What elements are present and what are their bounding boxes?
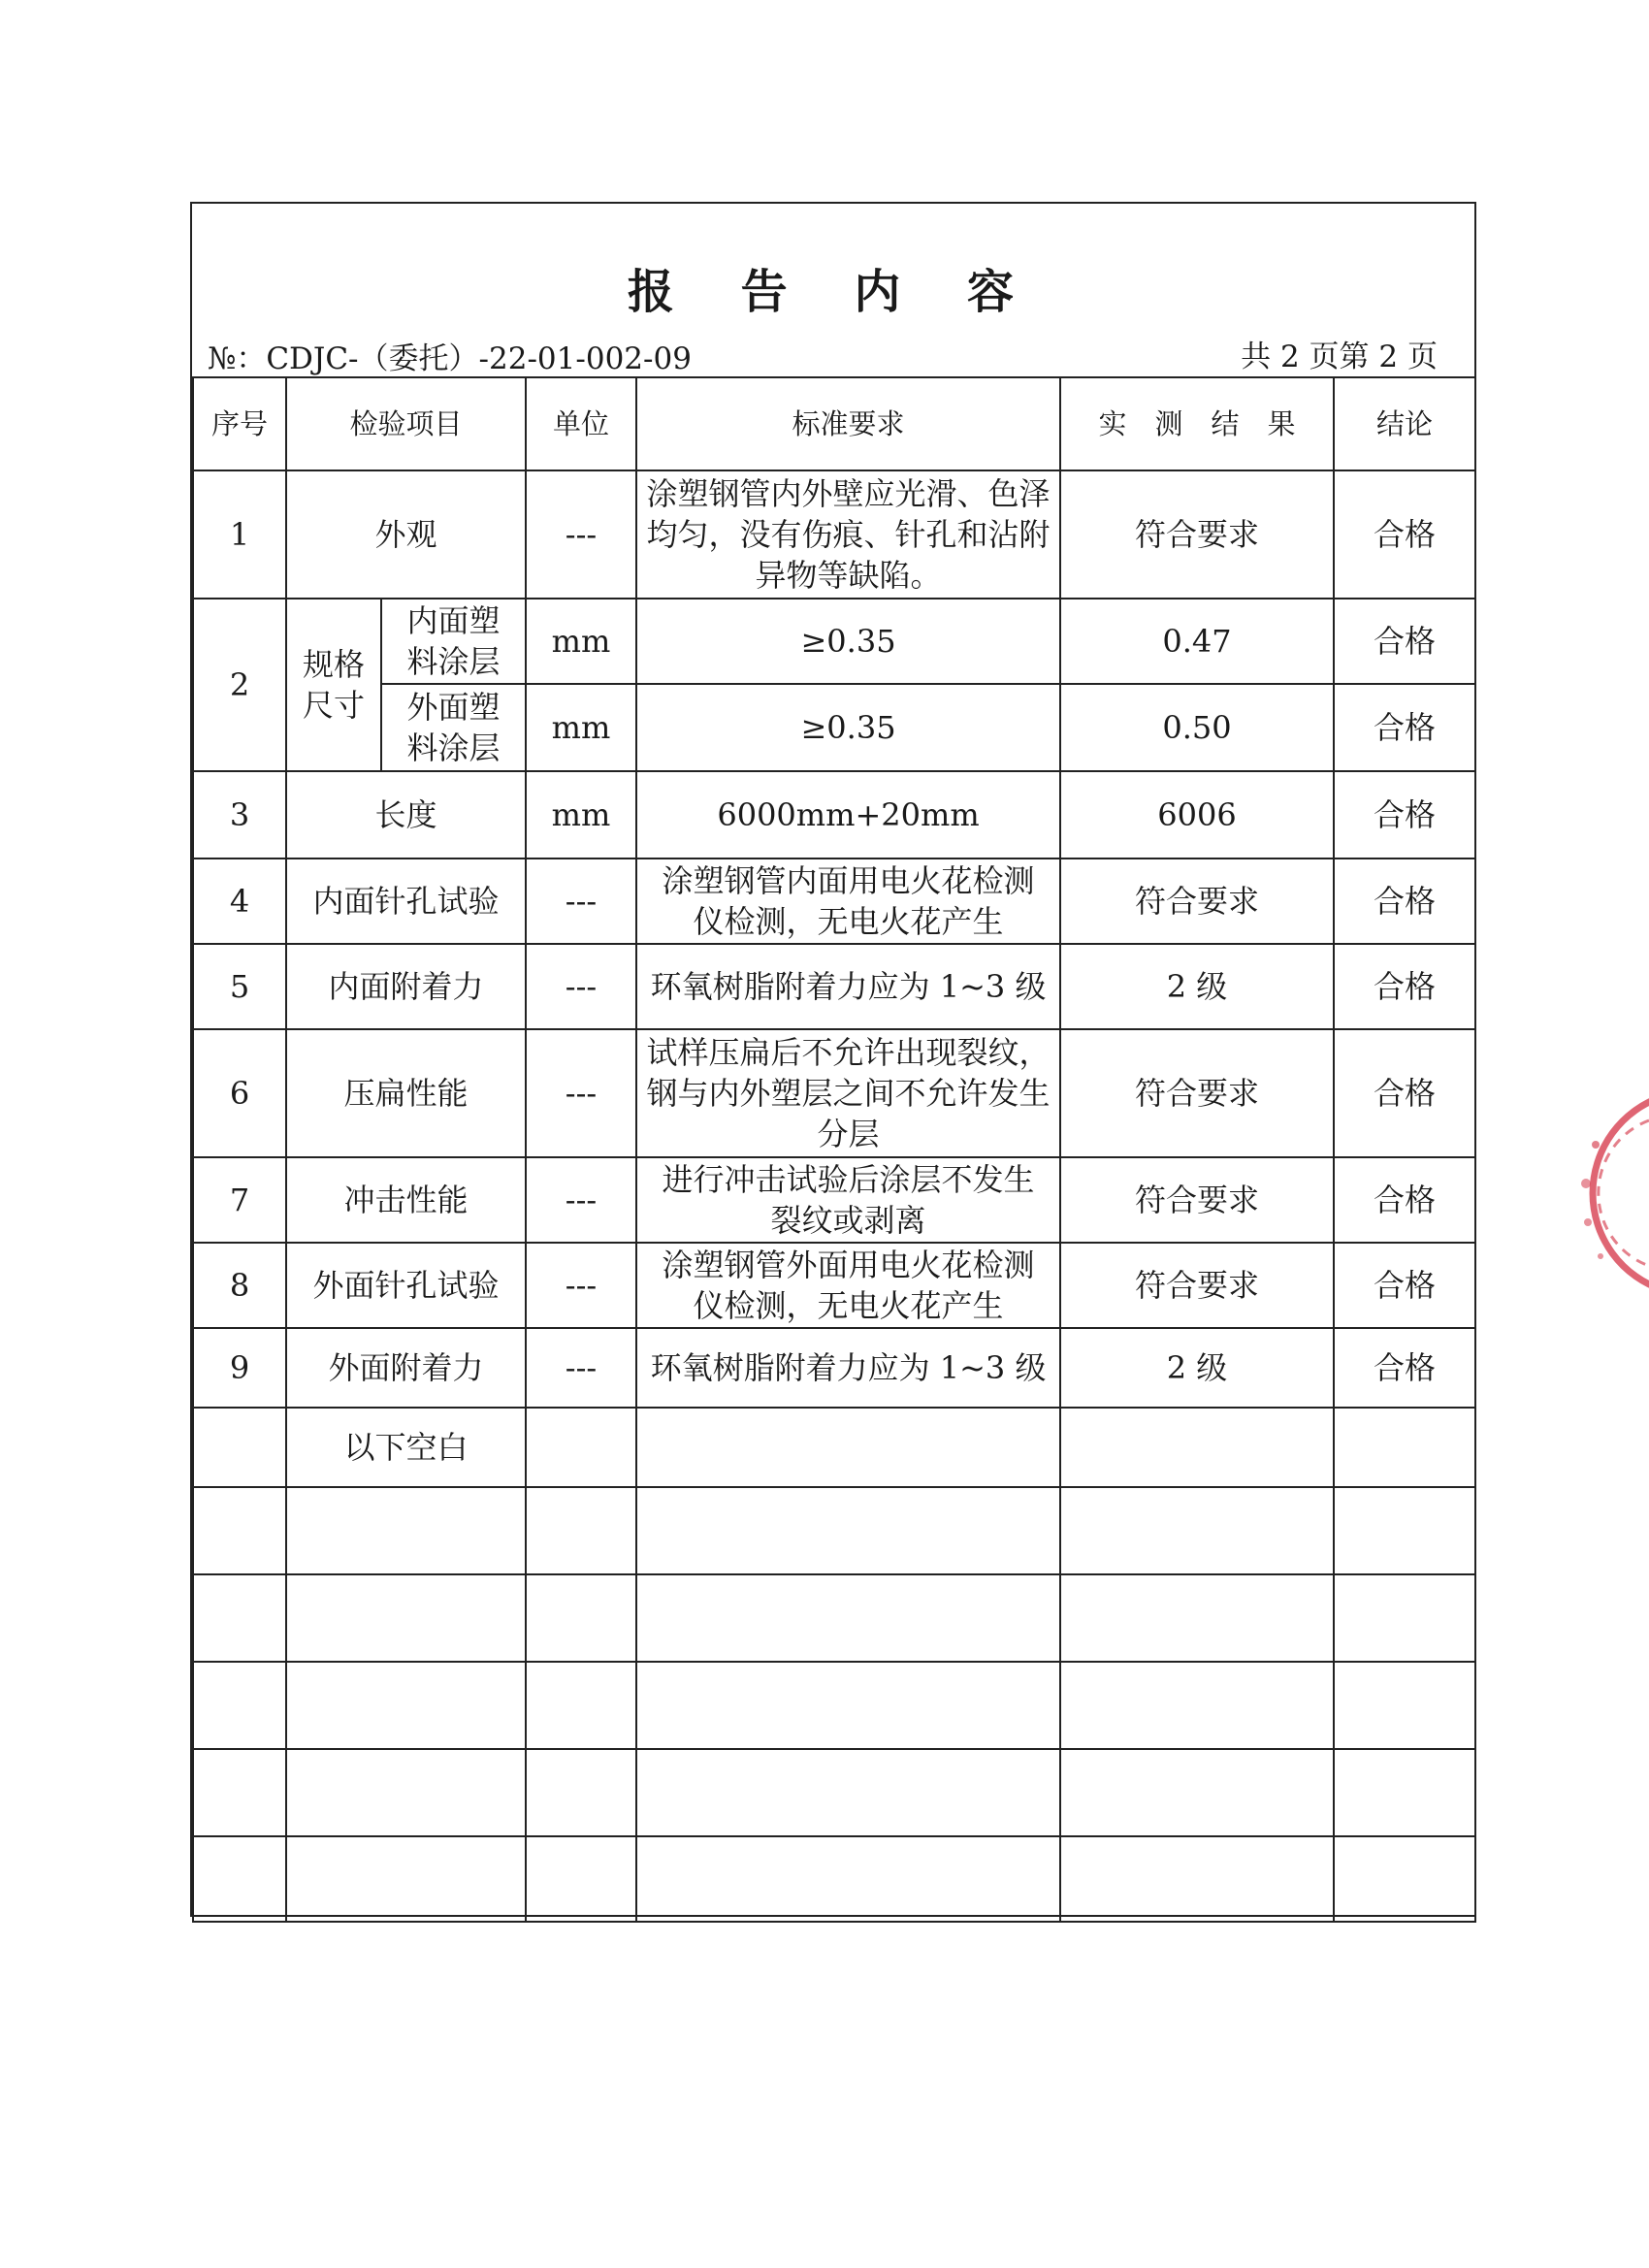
stamp-seal (1557, 1077, 1649, 1300)
row-result: 2 级 (1060, 1328, 1334, 1408)
row-item: 规格尺寸 (286, 599, 381, 771)
row-unit: --- (526, 1328, 636, 1408)
table-row (193, 1157, 1475, 1243)
row-result: 符合要求 (1060, 1243, 1334, 1328)
row-unit: --- (526, 1243, 636, 1328)
row-result: 2 级 (1060, 944, 1334, 1029)
header-result: 实 测 结 果 (1060, 377, 1334, 470)
row-item: 内面附着力 (286, 944, 526, 1029)
document-number: №：CDJC-（委托）-22-01-002-09 (208, 341, 692, 376)
row-unit: mm (526, 771, 636, 859)
row-standard: 试样压扁后不允许出现裂纹，钢与内外塑层之间不允许发生分层 (636, 1029, 1060, 1157)
row-unit: --- (526, 470, 636, 599)
row-conclusion: 合格 (1334, 1328, 1475, 1408)
row-standard: 环氧树脂附着力应为 1~3 级 (636, 1328, 1060, 1408)
row-seq: 5 (193, 944, 286, 1029)
table-row (193, 1243, 1475, 1328)
row-item: 外面附着力 (286, 1328, 526, 1408)
row-conclusion: 合格 (1334, 771, 1475, 859)
row-seq: 3 (193, 771, 286, 859)
row-unit: --- (526, 1029, 636, 1157)
row-result: 符合要求 (1060, 1157, 1334, 1243)
row-result: 符合要求 (1060, 859, 1334, 944)
header-seq: 序号 (193, 377, 286, 470)
table-row (193, 470, 1475, 599)
row-conclusion: 合格 (1334, 859, 1475, 944)
row-standard: 6000mm+20mm (636, 771, 1060, 859)
row-seq: 9 (193, 1328, 286, 1408)
table-row (193, 1029, 1475, 1157)
row-item: 冲击性能 (286, 1157, 526, 1243)
row-unit: --- (526, 944, 636, 1029)
table-row (193, 859, 1475, 944)
row-item: 长度 (286, 771, 526, 859)
row-unit: --- (526, 1157, 636, 1243)
blank-row (193, 1408, 1475, 1487)
row-conclusion: 合格 (1334, 684, 1475, 771)
row-item: 外观 (286, 470, 526, 599)
page-info: 共 2 页第 2 页 (1241, 340, 1438, 374)
row-seq: 7 (193, 1157, 286, 1243)
blank-note: 以下空白 (286, 1408, 526, 1487)
blank-row (193, 1749, 1475, 1836)
blank-row (193, 1662, 1475, 1749)
row-seq: 1 (193, 470, 286, 599)
table-row (193, 599, 1475, 684)
row-seq: 2 (193, 599, 286, 771)
row-conclusion: 合格 (1334, 1157, 1475, 1243)
table-row (193, 771, 1475, 859)
row-result: 符合要求 (1060, 470, 1334, 599)
report-frame (190, 202, 1476, 1917)
blank-row (193, 1574, 1475, 1662)
row-standard: ≥0.35 (636, 684, 1060, 771)
row-standard: 涂塑钢管内面用电火花检测仪检测，无电火花产生 (636, 859, 1060, 944)
row-unit: mm (526, 599, 636, 684)
row-sub-item: 外面塑料涂层 (381, 684, 526, 771)
row-result: 6006 (1060, 771, 1334, 859)
table-row (193, 944, 1475, 1029)
row-unit: mm (526, 684, 636, 771)
row-seq: 8 (193, 1243, 286, 1328)
row-seq: 6 (193, 1029, 286, 1157)
row-standard: 涂塑钢管外面用电火花检测仪检测，无电火花产生 (636, 1243, 1060, 1328)
row-conclusion: 合格 (1334, 1243, 1475, 1328)
row-item: 压扁性能 (286, 1029, 526, 1157)
row-standard: 进行冲击试验后涂层不发生裂纹或剥离 (636, 1157, 1060, 1243)
blank-row (193, 1836, 1475, 1922)
table-header-row (193, 377, 1475, 470)
table-row (193, 1328, 1475, 1408)
header-standard: 标准要求 (636, 377, 1060, 470)
report-title: 报 告 内 容 (627, 265, 1040, 319)
header-item: 检验项目 (286, 377, 526, 470)
row-result: 符合要求 (1060, 1029, 1334, 1157)
row-conclusion: 合格 (1334, 599, 1475, 684)
table-row (193, 684, 1475, 771)
row-conclusion: 合格 (1334, 470, 1475, 599)
row-conclusion: 合格 (1334, 944, 1475, 1029)
blank-row (193, 1487, 1475, 1574)
row-seq: 4 (193, 859, 286, 944)
row-item: 内面针孔试验 (286, 859, 526, 944)
header-unit: 单位 (526, 377, 636, 470)
row-standard: 环氧树脂附着力应为 1~3 级 (636, 944, 1060, 1029)
header-conclusion: 结论 (1334, 377, 1475, 470)
row-sub-item: 内面塑料涂层 (381, 599, 526, 684)
row-result: 0.50 (1060, 684, 1334, 771)
report-table (192, 376, 1476, 1923)
row-conclusion: 合格 (1334, 1029, 1475, 1157)
row-unit: --- (526, 859, 636, 944)
row-standard: 涂塑钢管内外壁应光滑、色泽均匀，没有伤痕、针孔和沾附异物等缺陷。 (636, 470, 1060, 599)
row-result: 0.47 (1060, 599, 1334, 684)
row-item: 外面针孔试验 (286, 1243, 526, 1328)
row-standard: ≥0.35 (636, 599, 1060, 684)
